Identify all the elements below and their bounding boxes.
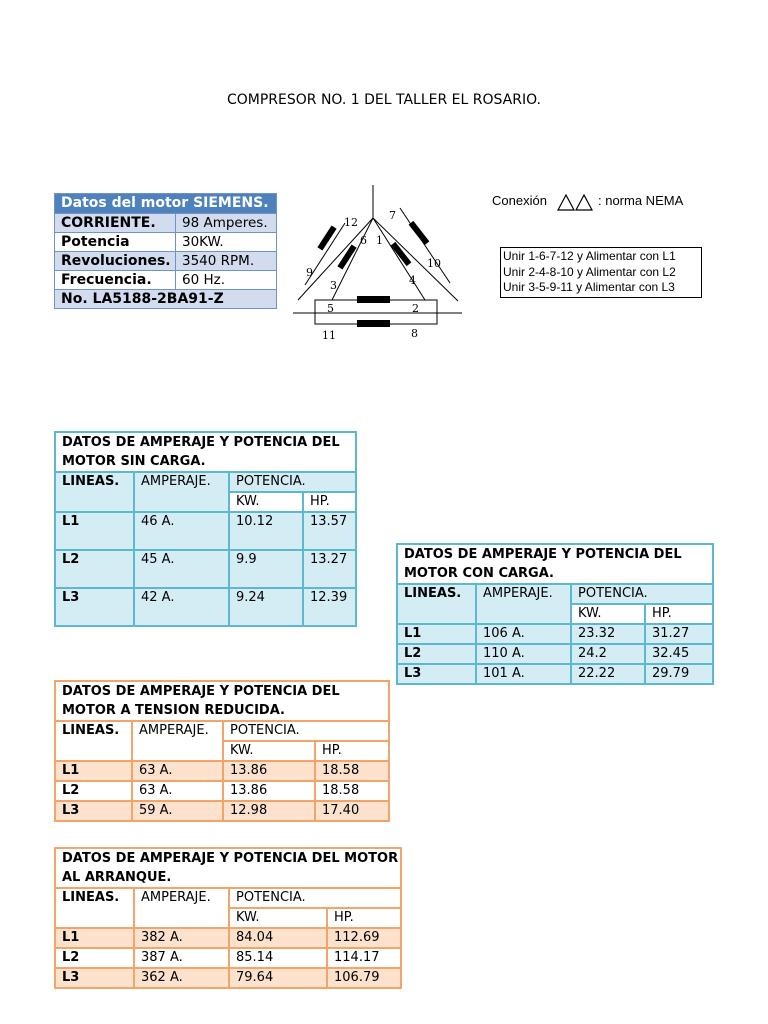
table-row bbox=[55, 928, 401, 948]
cell-kw: 9.24 bbox=[229, 588, 303, 626]
motor-value-revoluciones: 3540 RPM. bbox=[176, 252, 277, 271]
cell-linea: L2 bbox=[397, 644, 476, 664]
terminal-2-label: 2 bbox=[412, 302, 419, 315]
header-kw: KW. bbox=[229, 492, 303, 512]
delta-symbol-icon bbox=[556, 192, 594, 212]
header-hp: HP. bbox=[303, 492, 356, 512]
table-row bbox=[55, 550, 356, 588]
terminal-8-label: 8 bbox=[411, 327, 418, 340]
cell-linea: L3 bbox=[55, 801, 132, 821]
terminal-10-label: 10 bbox=[427, 257, 441, 270]
cell-hp: 31.27 bbox=[645, 624, 713, 644]
table-row bbox=[55, 801, 389, 821]
terminal-4-label: 4 bbox=[409, 274, 416, 287]
instruction-line: Unir 1-6-7-12 y Alimentar con L1 bbox=[503, 249, 676, 263]
table-row bbox=[397, 644, 713, 664]
motor-label-corriente: CORRIENTE. bbox=[55, 214, 176, 233]
table-title: DATOS DE AMPERAJE Y POTENCIA DEL MOTOR AL ARRANQUE. bbox=[55, 848, 401, 888]
cell-linea: L1 bbox=[55, 761, 132, 781]
terminal-5-label: 5 bbox=[327, 302, 334, 315]
motor-value-corriente: 98 Amperes. bbox=[176, 214, 277, 233]
table-title: DATOS DE AMPERAJE Y POTENCIA DEL MOTOR CON CARGA. bbox=[397, 544, 713, 584]
header-hp: HP. bbox=[327, 908, 401, 928]
cell-linea: L1 bbox=[397, 624, 476, 644]
cell-linea: L2 bbox=[55, 781, 132, 801]
cell-amperaje: 59 A. bbox=[132, 801, 223, 821]
motor-label-revoluciones: Revoluciones. bbox=[55, 252, 176, 271]
cell-hp: 29.79 bbox=[645, 664, 713, 684]
cell-linea: L3 bbox=[55, 588, 134, 626]
header-kw: KW. bbox=[229, 908, 327, 928]
nema-prefix: Conexión bbox=[492, 193, 547, 208]
cell-amperaje: 45 A. bbox=[134, 550, 229, 588]
cell-kw: 85.14 bbox=[229, 948, 327, 968]
table-row bbox=[397, 624, 713, 644]
motor-value-frecuencia: 60 Hz. bbox=[176, 271, 277, 290]
table-row bbox=[55, 781, 389, 801]
table-title: DATOS DE AMPERAJE Y POTENCIA DEL MOTOR SIN CARGA. bbox=[55, 432, 356, 472]
motor-part-number: No. LA5188-2BA91-Z bbox=[55, 290, 277, 309]
delta-wiring-diagram bbox=[290, 183, 465, 348]
cell-linea: L2 bbox=[55, 948, 134, 968]
nema-connection-note bbox=[492, 190, 712, 214]
terminal-1-label: 1 bbox=[376, 234, 383, 247]
header-amperaje: AMPERAJE. bbox=[134, 888, 229, 928]
table-row bbox=[55, 512, 356, 550]
tension-reducida-table bbox=[54, 680, 390, 822]
header-lineas: LINEAS. bbox=[55, 888, 134, 928]
cell-kw: 84.04 bbox=[229, 928, 327, 948]
cell-hp: 13.27 bbox=[303, 550, 356, 588]
motor-table-header: Datos del motor SIEMENS. bbox=[55, 194, 277, 214]
cell-kw: 13.86 bbox=[223, 761, 315, 781]
cell-hp: 32.45 bbox=[645, 644, 713, 664]
cell-hp: 18.58 bbox=[315, 761, 389, 781]
table-row bbox=[55, 588, 356, 626]
motor-label-potencia: Potencia bbox=[55, 233, 176, 252]
cell-hp: 114.17 bbox=[327, 948, 401, 968]
terminal-12-label: 12 bbox=[344, 216, 358, 229]
cell-linea: L3 bbox=[55, 968, 134, 988]
terminal-7-label: 7 bbox=[389, 209, 396, 222]
table-row bbox=[55, 968, 401, 988]
header-kw: KW. bbox=[223, 741, 315, 761]
cell-amperaje: 387 A. bbox=[134, 948, 229, 968]
table-row bbox=[397, 664, 713, 684]
terminal-11-label: 11 bbox=[322, 329, 336, 342]
motor-value-potencia: 30KW. bbox=[176, 233, 277, 252]
motor-data-table bbox=[54, 193, 277, 309]
con-carga-table bbox=[396, 543, 714, 685]
cell-amperaje: 46 A. bbox=[134, 512, 229, 550]
cell-kw: 79.64 bbox=[229, 968, 327, 988]
cell-kw: 22.22 bbox=[571, 664, 645, 684]
header-hp: HP. bbox=[315, 741, 389, 761]
cell-amperaje: 362 A. bbox=[134, 968, 229, 988]
header-lineas: LINEAS. bbox=[397, 584, 476, 624]
cell-hp: 106.79 bbox=[327, 968, 401, 988]
cell-amperaje: 63 A. bbox=[132, 781, 223, 801]
cell-kw: 12.98 bbox=[223, 801, 315, 821]
cell-amperaje: 382 A. bbox=[134, 928, 229, 948]
cell-amperaje: 110 A. bbox=[476, 644, 571, 664]
cell-amperaje: 106 A. bbox=[476, 624, 571, 644]
table-row bbox=[55, 761, 389, 781]
header-potencia: POTENCIA. bbox=[571, 584, 713, 604]
table-row bbox=[55, 948, 401, 968]
cell-kw: 23.32 bbox=[571, 624, 645, 644]
header-potencia: POTENCIA. bbox=[223, 721, 389, 741]
page-title: COMPRESOR NO. 1 DEL TALLER EL ROSARIO. bbox=[226, 92, 542, 108]
header-lineas: LINEAS. bbox=[55, 721, 132, 761]
nema-suffix: : norma NEMA bbox=[598, 193, 684, 208]
cell-kw: 10.12 bbox=[229, 512, 303, 550]
cell-hp: 13.57 bbox=[303, 512, 356, 550]
cell-linea: L1 bbox=[55, 928, 134, 948]
terminal-9-label: 9 bbox=[306, 266, 313, 279]
terminal-6-label: 6 bbox=[360, 234, 367, 247]
cell-linea: L1 bbox=[55, 512, 134, 550]
cell-amperaje: 63 A. bbox=[132, 761, 223, 781]
cell-hp: 12.39 bbox=[303, 588, 356, 626]
header-amperaje: AMPERAJE. bbox=[132, 721, 223, 761]
connection-instructions bbox=[500, 247, 702, 298]
table-title: DATOS DE AMPERAJE Y POTENCIA DEL MOTOR A TENSION REDUCIDA. bbox=[55, 681, 389, 721]
cell-linea: L3 bbox=[397, 664, 476, 684]
instruction-line: Unir 2-4-8-10 y Alimentar con L2 bbox=[503, 264, 676, 279]
cell-amperaje: 42 A. bbox=[134, 588, 229, 626]
header-amperaje: AMPERAJE. bbox=[476, 584, 571, 624]
motor-label-frecuencia: Frecuencia. bbox=[55, 271, 176, 290]
cell-kw: 13.86 bbox=[223, 781, 315, 801]
cell-hp: 17.40 bbox=[315, 801, 389, 821]
sin-carga-table bbox=[54, 431, 357, 627]
cell-hp: 112.69 bbox=[327, 928, 401, 948]
header-lineas: LINEAS. bbox=[55, 472, 134, 512]
header-amperaje: AMPERAJE. bbox=[134, 472, 229, 512]
cell-kw: 9.9 bbox=[229, 550, 303, 588]
cell-linea: L2 bbox=[55, 550, 134, 588]
header-kw: KW. bbox=[571, 604, 645, 624]
arranque-table bbox=[54, 847, 402, 989]
instruction-line: Unir 3-5-9-11 y Alimentar con L3 bbox=[503, 280, 675, 294]
terminal-3-label: 3 bbox=[330, 279, 337, 292]
cell-amperaje: 101 A. bbox=[476, 664, 571, 684]
header-hp: HP. bbox=[645, 604, 713, 624]
header-potencia: POTENCIA. bbox=[229, 888, 401, 908]
cell-kw: 24.2 bbox=[571, 644, 645, 664]
header-potencia: POTENCIA. bbox=[229, 472, 356, 492]
cell-hp: 18.58 bbox=[315, 781, 389, 801]
